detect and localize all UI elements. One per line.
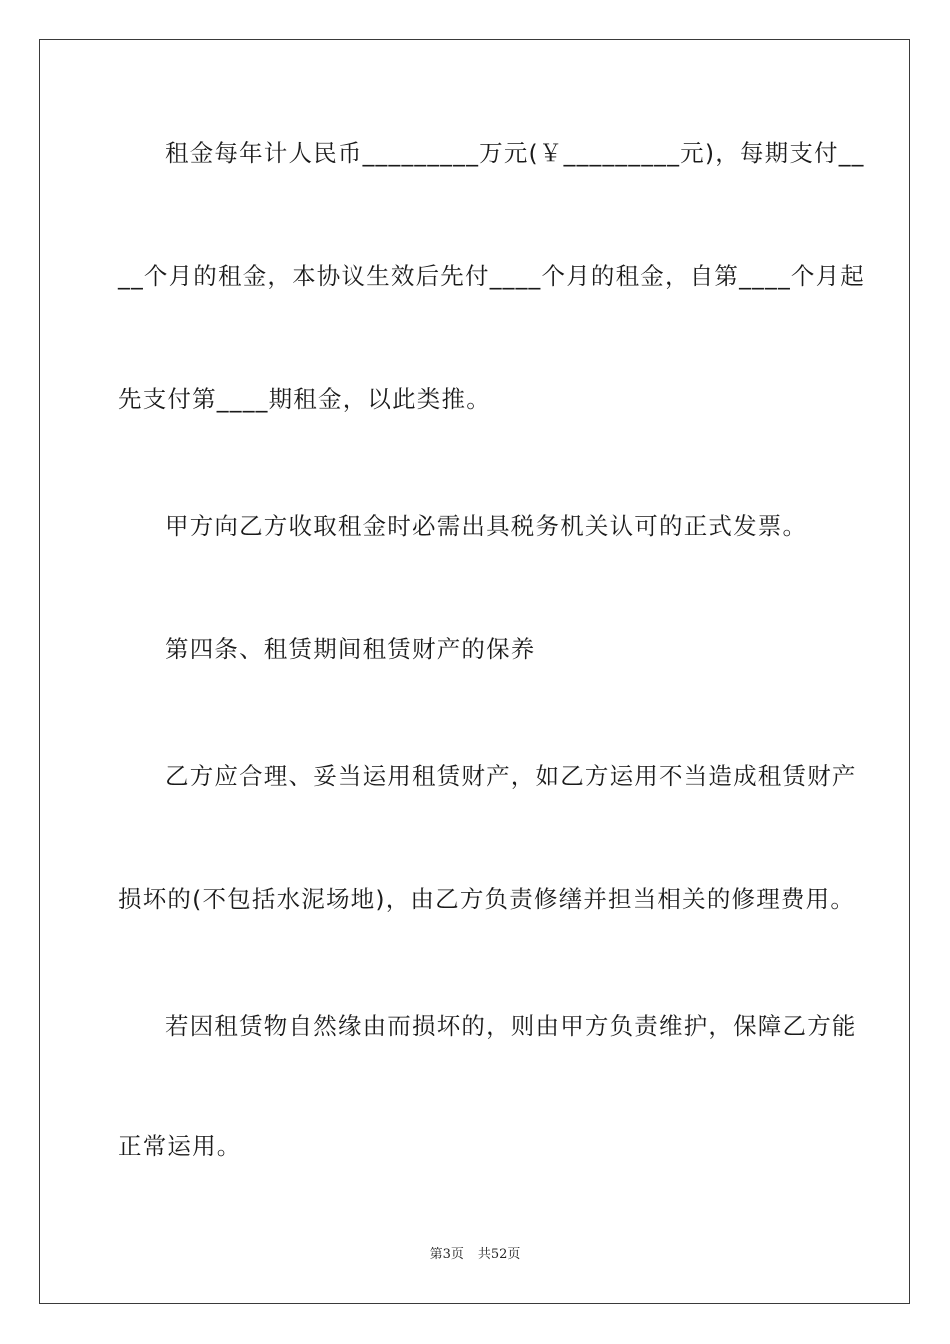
page-footer <box>0 1246 950 1264</box>
section-heading-article-4: 第四条、租赁期间租赁财产的保养 <box>165 635 536 663</box>
page-number: 第3页 <box>429 1247 464 1262</box>
paragraph-line-rent-installments: 先支付第____期租金，以此类推。 <box>118 385 491 413</box>
paragraph-line-natural-damage: 若因租赁物自然缘由而损坏的，则由甲方负责维护，保障乙方能 <box>165 1012 857 1040</box>
paragraph-line-lessee-use: 乙方应合理、妥当运用租赁财产，如乙方运用不当造成租赁财产 <box>165 762 857 790</box>
paragraph-line-invoice: 甲方向乙方收取租金时必需出具税务机关认可的正式发票。 <box>165 512 808 540</box>
paragraph-line-rent-schedule: __个月的租金，本协议生效后先付____个月的租金，自第____个月起 <box>118 262 865 290</box>
page-border <box>39 39 910 1304</box>
paragraph-line-normal-use: 正常运用。 <box>118 1132 242 1160</box>
paragraph-line-repair-cost: 损坏的(不包括水泥场地)，由乙方负责修缮并担当相关的修理费用。 <box>118 885 856 913</box>
page-total: 共52页 <box>477 1247 521 1262</box>
paragraph-line-rent-amount: 租金每年计人民币_________万元(￥_________元)，每期支付__ <box>165 139 865 167</box>
